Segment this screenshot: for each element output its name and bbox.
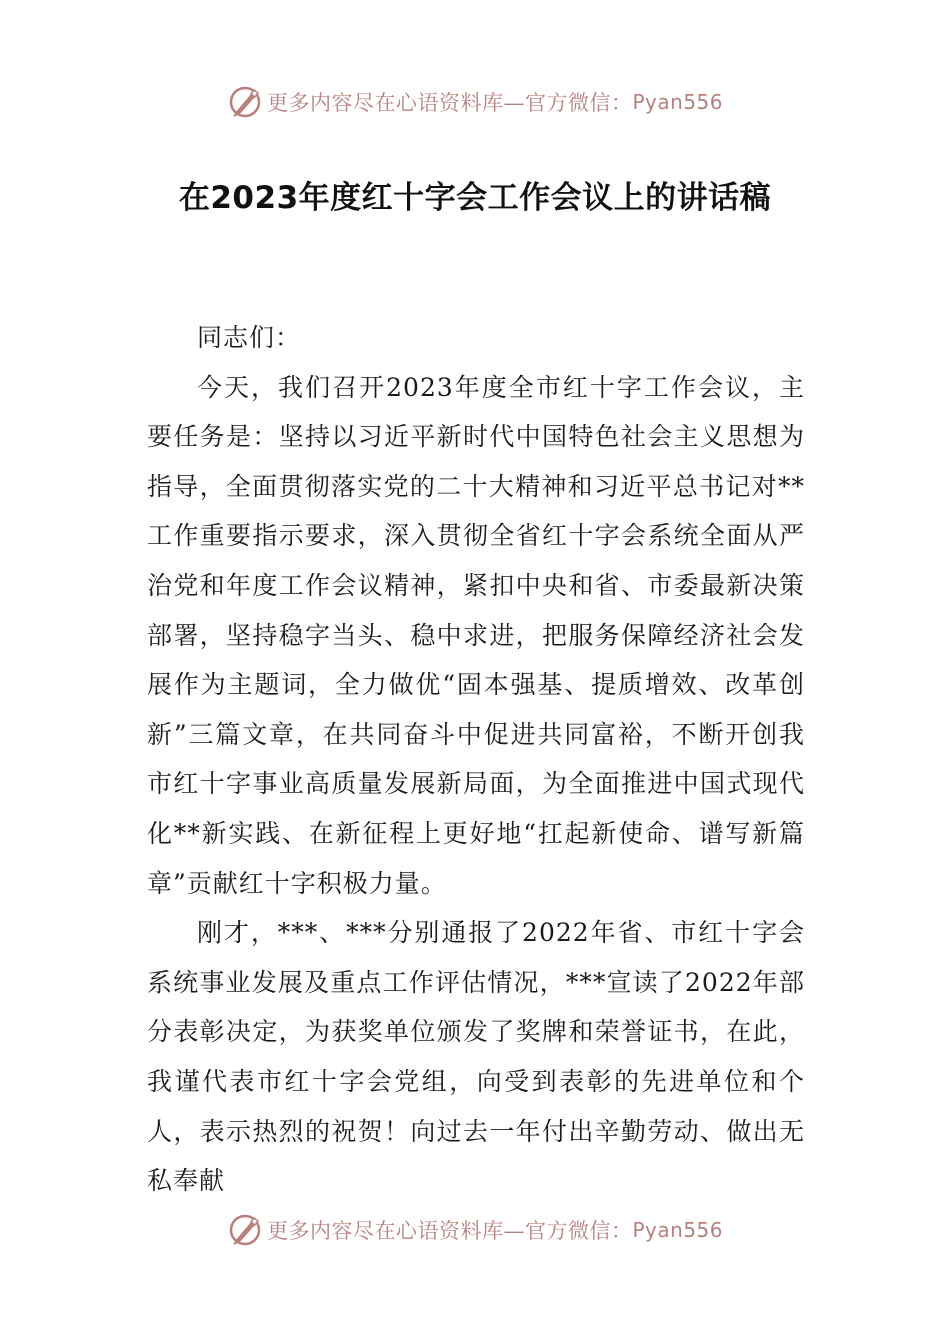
- document-body: [147, 313, 805, 1206]
- document-title: 在2023年度红十字会工作会议上的讲话稿: [178, 180, 772, 216]
- paragraph-1: 今天，我们召开2023年度全市红十字工作会议，主要任务是：坚持以习近平新时代中国特色社会主义思想为指导，全面贯彻落实党的二十大精神和习近平总书记对**工作重要指示要求，深入贯彻全省红十字会系统全面从严治党和年度工作会议精神，紧扣中央和省、市委最新决策部署，坚持稳字当头、稳中求进，把服务保障经济社会发展作为主题词，全力做优“固本强基、提质增效、改革创新”三篇文章，在共同奋斗中促进共同富裕，不断开创我市红十字事业高质量发展新局面，为全面推进中国式现代化**新实践、在新征程上更好地“扛起新使命、谱写新篇章”贡献红十字积极力量。: [147, 372, 805, 898]
- header-wechat-id: Pyan556: [632, 90, 723, 114]
- header-banner: [0, 80, 950, 124]
- pen-logo-icon: [227, 1212, 263, 1248]
- salutation: 同志们：: [197, 323, 302, 352]
- footer-banner-text: 更多内容尽在心语资料库—官方微信：: [266, 1219, 633, 1243]
- pen-logo-icon: [227, 84, 263, 120]
- footer-wechat-id: Pyan556: [632, 1218, 723, 1242]
- footer-banner: [0, 1208, 950, 1252]
- paragraph-2: 刚才，***、***分别通报了2022年省、市红十字会系统事业发展及重点工作评估情况，***宣读了2022年部分表彰决定，为获奖单位颁发了奖牌和荣誉证书，在此，我谨代表市红十字会党组，向受到表彰的先进单位和个人，表示热烈的祝贺！向过去一年付出辛勤劳动、做出无私奉献: [147, 918, 805, 1196]
- header-banner-text: 更多内容尽在心语资料库—官方微信：: [266, 91, 633, 115]
